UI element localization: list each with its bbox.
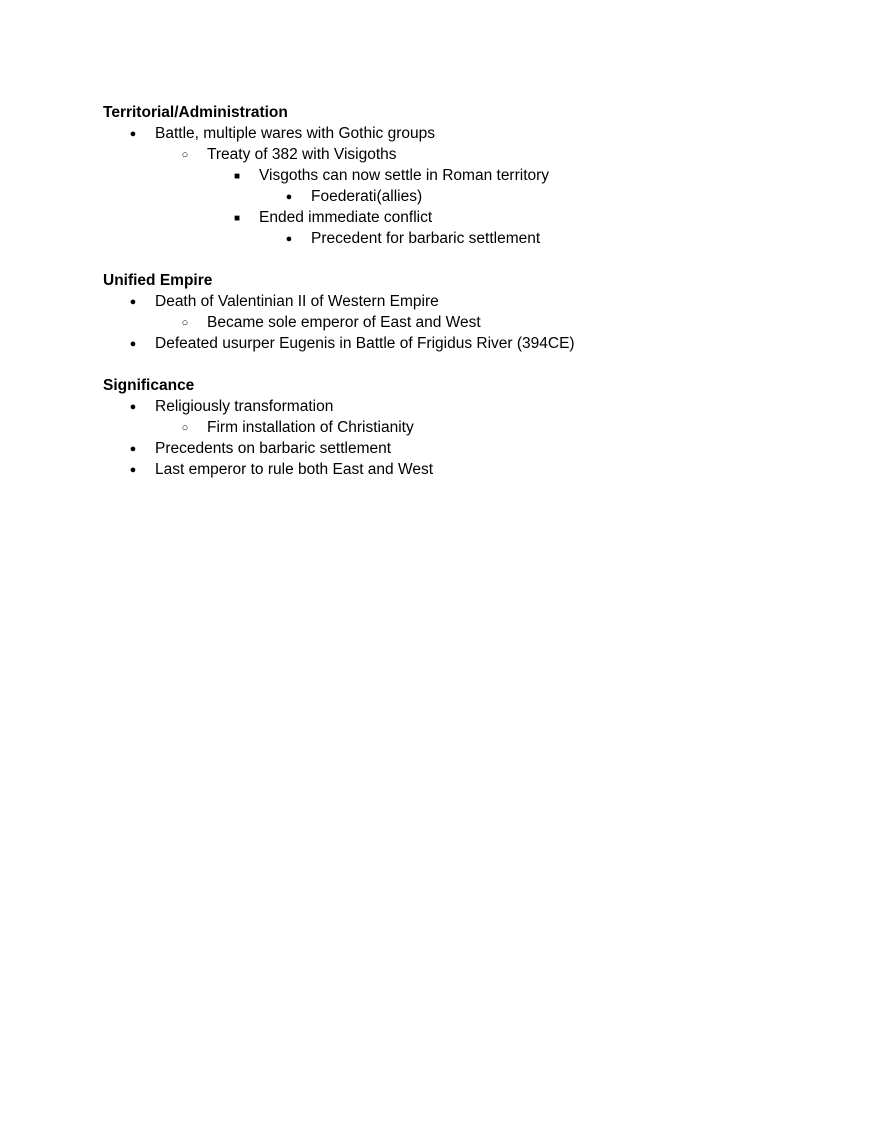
list-item-text: Last emperor to rule both East and West [155, 461, 434, 478]
bullet-disc-icon [126, 459, 140, 481]
list-item [103, 207, 433, 228]
bullet-square-icon [230, 165, 244, 187]
list-item-text: Precedents on barbaric settlement [155, 440, 392, 457]
bullet-disc-icon [126, 333, 140, 355]
list-item [103, 291, 439, 312]
list-item [103, 438, 392, 459]
list-item [103, 459, 434, 480]
bullet-disc-icon [126, 438, 140, 460]
bullet-disc-icon [126, 123, 140, 145]
list-item-text: Foederati(allies) [311, 188, 423, 205]
bullet-disc-icon [282, 228, 296, 250]
list-item [103, 333, 575, 354]
section-heading: Significance [103, 377, 195, 394]
list-item [103, 228, 541, 249]
bullet-circle-icon [178, 144, 192, 166]
bullet-circle-icon [178, 312, 192, 334]
list-item-text: Defeated usurper Eugenis in Battle of Frigidus River (394CE) [155, 335, 575, 352]
bullet-square-icon [230, 207, 244, 229]
list-item-text: Treaty of 382 with Visigoths [207, 146, 397, 163]
bullet-disc-icon [126, 396, 140, 418]
list-item-text: Ended immediate conflict [259, 209, 433, 226]
list-item [103, 165, 550, 186]
bullet-circle-icon [178, 417, 192, 439]
list-item-text: Visgoths can now settle in Roman territory [259, 167, 550, 184]
list-item-text: Became sole emperor of East and West [207, 314, 481, 331]
list-item [103, 186, 423, 207]
list-item [103, 417, 414, 438]
blank-line [103, 249, 288, 270]
list-item-text: Battle, multiple wares with Gothic groups [155, 125, 435, 142]
bullet-disc-icon [126, 291, 140, 313]
list-item [103, 144, 397, 165]
blank-line [103, 354, 288, 375]
list-item [103, 396, 334, 417]
list-item-text: Precedent for barbaric settlement [311, 230, 541, 247]
section-heading: Territorial/Administration [103, 104, 288, 121]
section-heading: Unified Empire [103, 272, 213, 289]
document-body [103, 102, 575, 480]
bullet-disc-icon [282, 186, 296, 208]
list-item-text: Death of Valentinian II of Western Empire [155, 293, 439, 310]
list-item [103, 123, 435, 144]
list-item-text: Religiously transformation [155, 398, 334, 415]
list-item [103, 312, 481, 333]
list-item-text: Firm installation of Christianity [207, 419, 414, 436]
